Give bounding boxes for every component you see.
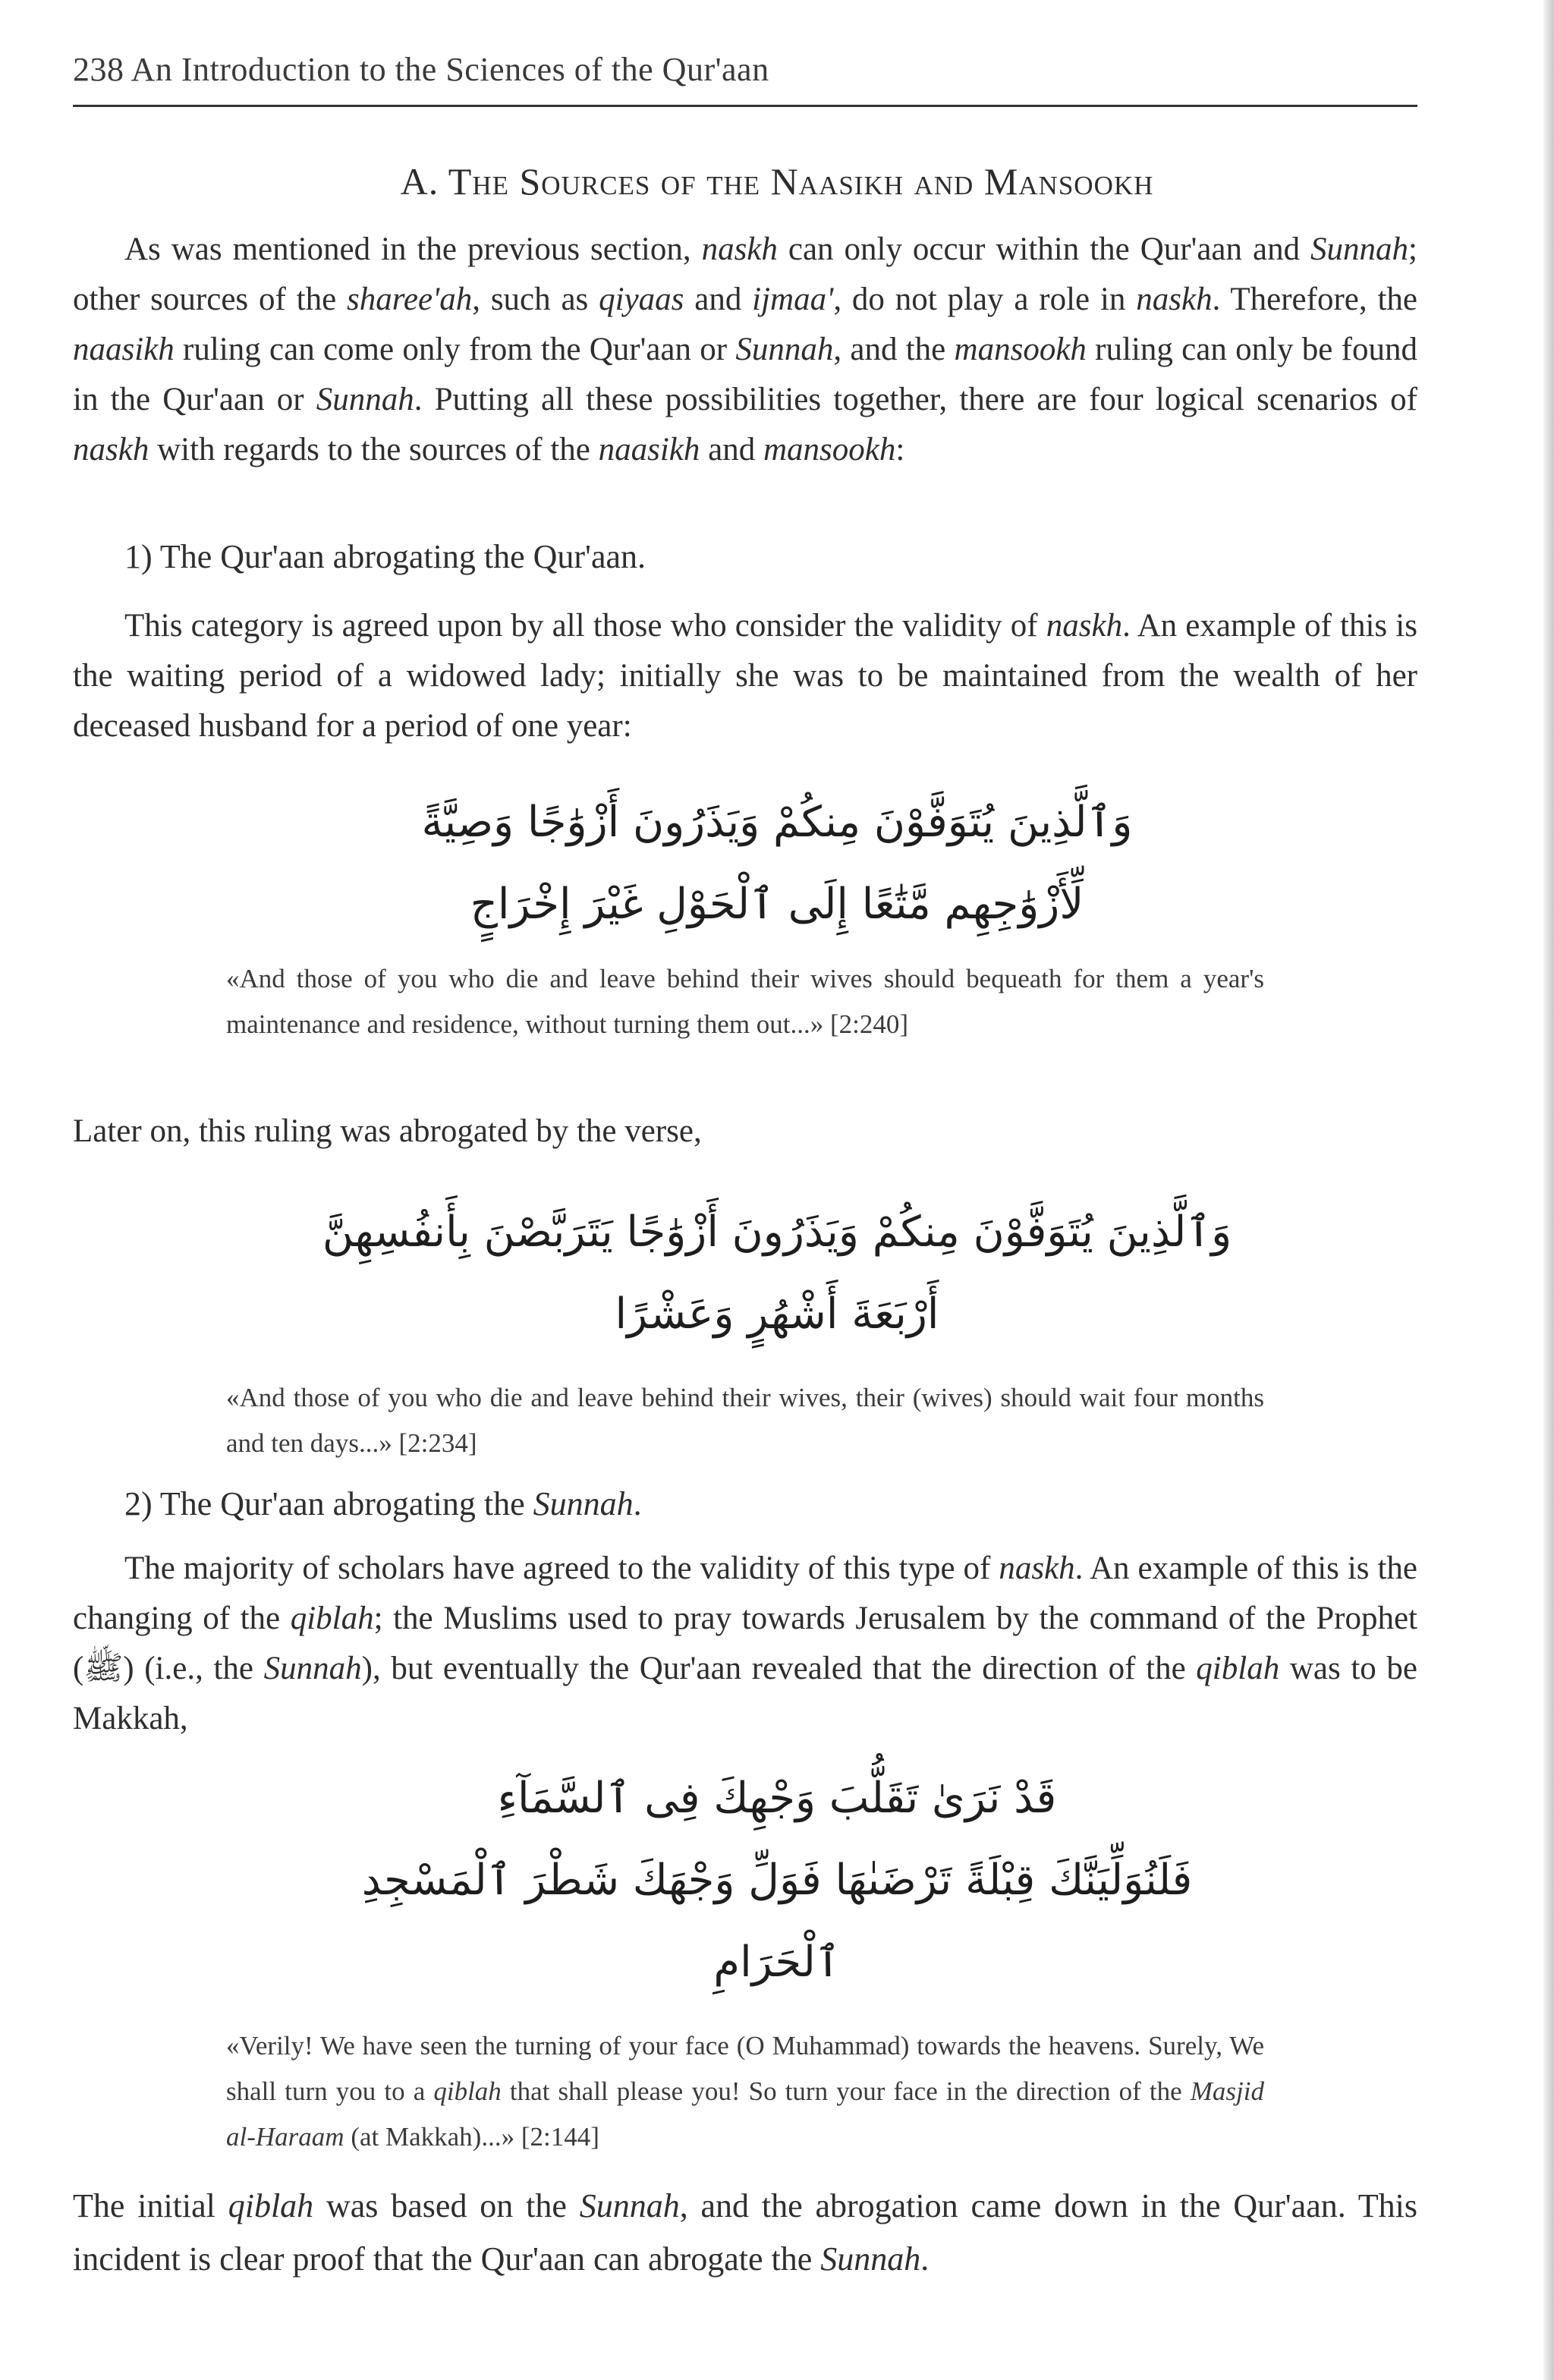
translation-text: «And those of you who die and leave behind their wives, their (wives) should wait four months and ten days...» [2:234] — [226, 1383, 1264, 1458]
translation-2-240 — [226, 956, 1264, 1047]
section-title-text: A. The Sources of the Naasikh and Mansookh — [400, 160, 1154, 203]
arabic-verse-2-144 — [228, 1758, 1326, 2004]
paragraph-text: Later on, this ruling was abrogated by the verse, — [73, 1113, 702, 1149]
translation-text: «And those of you who die and leave behind their wives should bequeath for them a year's maintenance and residence, without turning them out...» [2:240] — [226, 964, 1264, 1039]
arabic-line: قَدْ نَرَىٰ تَقَلُّبَ وَجْهِكَ فِى ٱلسَّمَآءِ — [497, 1774, 1057, 1823]
paragraph-category-2 — [73, 1544, 1417, 1744]
paragraph-text: This category is agreed upon by all those who consider the validity of naskh. An example of this is the waiting period of a widowed lady; initially she was to be maintained from the wealth of her deceased husband for a period of one year: — [73, 608, 1417, 744]
header-rule — [73, 105, 1417, 107]
translation-2-144 — [226, 2023, 1264, 2160]
page-edge-shadow — [1543, 0, 1554, 2380]
arabic-line: فَلَنُوَلِّيَنَّكَ قِبْلَةً تَرْضَىٰهَا فَوَلِّ وَجْهَكَ شَطْرَ ٱلْمَسْجِدِ — [361, 1856, 1193, 1905]
paragraph-text: The majority of scholars have agreed to the validity of this type of naskh. An example of this is the changing of the qiblah; the Muslims used to pray towards Jerusalem by the command of the Prophet (ﷺ) (i.e., the Sunnah), but eventually the Qur'aan revealed that the direction of the qiblah was to be Makkah, — [73, 1550, 1417, 1736]
paragraph-conclusion — [73, 2180, 1417, 2286]
paragraph-category-1 — [73, 601, 1417, 751]
translation-2-234 — [226, 1375, 1264, 1466]
paragraph-text: The initial qiblah was based on the Sunnah, and the abrogation came down in the Qur'aan. This incident is clear proof that the Qur'aan can abrogate the Sunnah. — [73, 2187, 1417, 2278]
arabic-verse-2-240 — [228, 782, 1326, 946]
running-head: 238 An Introduction to the Sciences of the Qur'aan — [73, 51, 769, 88]
arabic-line: وَٱلَّذِينَ يُتَوَفَّوْنَ مِنكُمْ وَيَذَرُونَ أَزْوَٰجًا يَتَرَبَّصْنَ بِأَنفُسِهِنَّ — [322, 1207, 1232, 1257]
arabic-line: لِّأَزْوَٰجِهِم مَّتَٰعًا إِلَى ٱلْحَوْلِ غَيْرَ إِخْرَاجٍ — [470, 880, 1084, 929]
list-item-2: 2) The Qur'aan abrogating the Sunnah. — [124, 1485, 642, 1522]
arabic-line: ٱلْحَرَامِ — [713, 1938, 841, 1987]
arabic-line: وَٱلَّذِينَ يُتَوَفَّوْنَ مِنكُمْ وَيَذَرُونَ أَزْوَٰجًا وَصِيَّةً — [421, 798, 1133, 847]
arabic-verse-2-234 — [228, 1192, 1326, 1355]
paragraph-later — [73, 1107, 1417, 1157]
section-title — [0, 159, 1554, 203]
arabic-line: أَرْبَعَةَ أَشْهُرٍ وَعَشْرًا — [615, 1289, 939, 1339]
list-item-1: 1) The Qur'aan abrogating the Qur'aan. — [124, 538, 646, 575]
translation-text: «Verily! We have seen the turning of your face (O Muhammad) towards the heavens. Surely, We shall turn you to a qiblah that shall please you! So turn your face in the direction of the Masjid al-Haraam (at Makkah)...» [2:144] — [226, 2031, 1264, 2152]
paragraph-text: As was mentioned in the previous section, naskh can only occur within the Qur'aan and Sunnah; other sources of the sharee'ah, such as qiyaas and ijmaa', do not play a role in naskh. Therefore, the naasikh ruling can come only from the Qur'aan or Sunnah, and the mansookh ruling can only be found in the Qur'aan or Sunnah. Putting all these possibilities together, there are four logical scenarios of naskh with regards to the sources of the naasikh and mansookh: — [73, 231, 1417, 468]
paragraph-sources — [73, 225, 1417, 475]
